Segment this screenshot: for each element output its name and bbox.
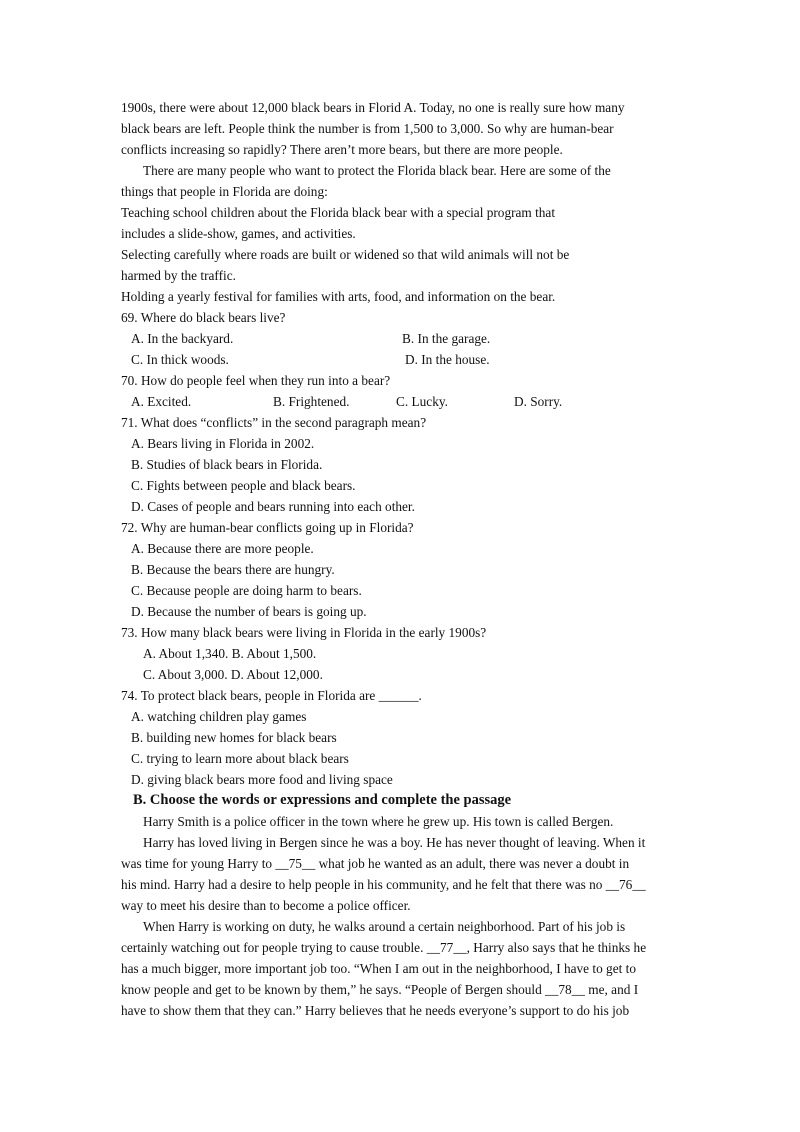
text-line: 1900s, there were about 12,000 black bears in Florid A. Today, no one is really sure how many [121, 100, 625, 115]
text-line: have to show them that they can.” Harry believes that he needs everyone’s support to do his job [121, 1003, 630, 1018]
option-a: A. Because there are more people. [131, 541, 314, 556]
question-73 [121, 622, 681, 685]
question-72 [121, 517, 681, 622]
text-line: way to meet his desire than to become a police officer. [121, 898, 411, 913]
bullet-item [121, 286, 681, 307]
section-b-heading: B. Choose the words or expressions and complete the passage [133, 792, 512, 808]
option-c: C. Because people are doing harm to bears. [131, 583, 362, 598]
option-d: D. In the house. [405, 352, 490, 367]
bullet-text: Holding a yearly festival for families with arts, food, and information on the bear. [121, 289, 556, 304]
option-a: A. Bears living in Florida in 2002. [131, 436, 315, 451]
bullet-item [121, 202, 681, 223]
bullet-text: Teaching school children about the Florida black bear with a special program that [121, 205, 556, 220]
question-stem: 70. How do people feel when they run into a bear? [121, 373, 391, 388]
option-c: C. Fights between people and black bears. [131, 478, 356, 493]
option-b: B. Because the bears there are hungry. [131, 562, 335, 577]
bullet-item-continuation: includes a slide-show, games, and activities. [121, 226, 356, 241]
text-line: was time for young Harry to __75__ what job he wanted as an adult, there was never a doubt in [121, 856, 630, 871]
text-line: has a much bigger, more important job too. “When I am out in the neighborhood, I have to get to [121, 961, 636, 976]
option-a: A. Excited. [131, 394, 192, 409]
question-70 [121, 370, 681, 412]
options-cd: C. About 3,000. D. About 12,000. [143, 667, 323, 682]
option-row [121, 391, 681, 412]
bullet-text: Selecting carefully where roads are built or widened so that wild animals will not be [121, 247, 570, 262]
option-b: B. Studies of black bears in Florida. [131, 457, 323, 472]
question-stem: 73. How many black bears were living in Florida in the early 1900s? [121, 625, 487, 640]
text-line: conflicts increasing so rapidly? There aren’t more bears, but there are more people. [121, 142, 563, 157]
question-74 [121, 685, 681, 790]
text-line: things that people in Florida are doing: [121, 184, 328, 199]
option-a: A. watching children play games [131, 709, 307, 724]
bullet-item-continuation: harmed by the traffic. [121, 268, 236, 283]
option-b: B. In the garage. [402, 331, 491, 346]
text-line: black bears are left. People think the number is from 1,500 to 3,000. So why are human-bear [121, 121, 614, 136]
option-d: D. Cases of people and bears running into each other. [131, 499, 415, 514]
option-c: C. trying to learn more about black bears [131, 751, 349, 766]
option-c: C. In thick woods. [131, 352, 229, 367]
text-line: Harry Smith is a police officer in the town where he grew up. His town is called Bergen. [143, 814, 614, 829]
question-stem: 72. Why are human-bear conflicts going up in Florida? [121, 520, 414, 535]
option-row [121, 349, 681, 370]
document-content [121, 97, 681, 1021]
text-line: There are many people who want to protect the Florida black bear. Here are some of the [143, 163, 611, 178]
text-line: his mind. Harry had a desire to help people in his community, and he felt that there was no __76__ [121, 877, 646, 892]
paragraph-protect-bears [121, 160, 681, 202]
option-d: D. Sorry. [514, 394, 563, 409]
bullet-list [121, 202, 681, 307]
question-stem: 71. What does “conflicts” in the second paragraph mean? [121, 415, 427, 430]
option-b: B. Frightened. [273, 394, 350, 409]
option-b: B. building new homes for black bears [131, 730, 337, 745]
text-line: Harry has loved living in Bergen since he was a boy. He has never thought of leaving. When it [143, 835, 646, 850]
question-69 [121, 307, 681, 370]
text-line: know people and get to be known by them,” he says. “People of Bergen should __78__ me, and I [121, 982, 639, 997]
question-stem: 69. Where do black bears live? [121, 310, 286, 325]
option-row [121, 328, 681, 349]
options-ab: A. About 1,340. B. About 1,500. [143, 646, 317, 661]
question-stem: 74. To protect black bears, people in Florida are ______. [121, 688, 422, 703]
option-a: A. In the backyard. [131, 331, 234, 346]
passage-b [121, 811, 681, 1021]
bullet-item [121, 244, 681, 265]
text-line: When Harry is working on duty, he walks around a certain neighborhood. Part of his job is [143, 919, 626, 934]
option-c: C. Lucky. [396, 394, 448, 409]
text-line: certainly watching out for people trying to cause trouble. __77__, Harry also says that he thinks he [121, 940, 647, 955]
question-71 [121, 412, 681, 517]
option-d: D. Because the number of bears is going up. [131, 604, 367, 619]
paragraph-bear-numbers [121, 97, 681, 160]
option-d: D. giving black bears more food and living space [131, 772, 393, 787]
